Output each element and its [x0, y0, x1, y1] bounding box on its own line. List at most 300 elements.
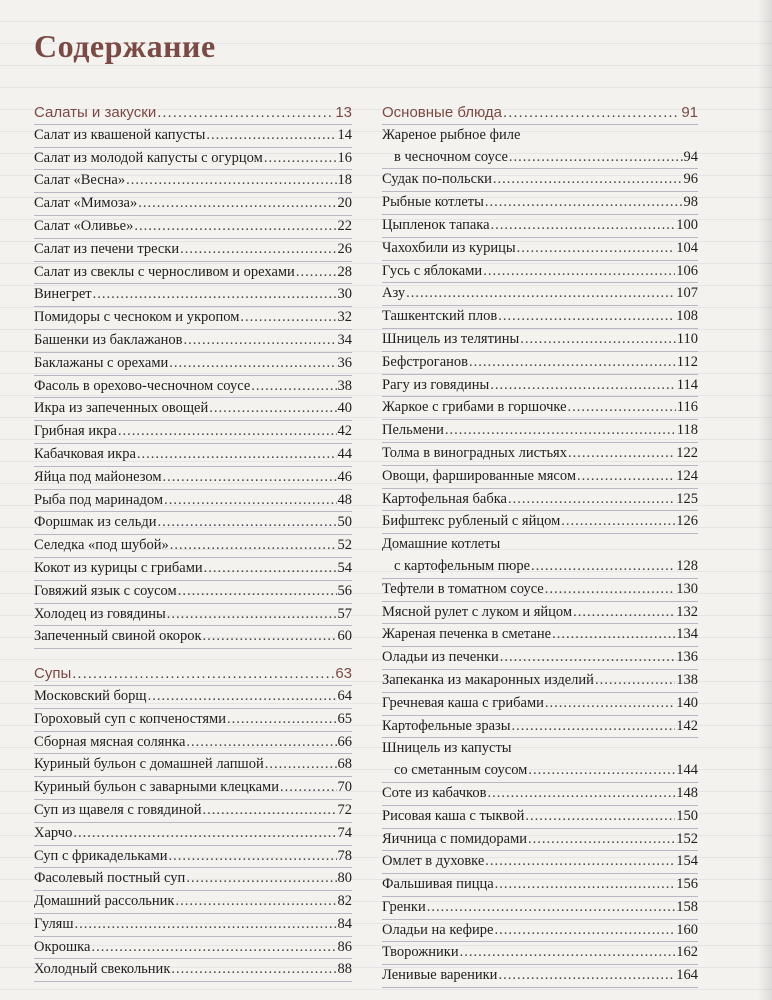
entry-title: Яичница с помидорами: [382, 830, 528, 847]
page-title: Содержание: [34, 28, 216, 64]
page-number: 57: [337, 605, 352, 622]
page-number: 104: [676, 239, 698, 256]
page-number: 162: [676, 944, 698, 961]
entry-title: Оладьи из печенки: [382, 649, 499, 666]
page-number: 22: [337, 217, 352, 234]
toc-entry-row[interactable]: [34, 558, 352, 581]
toc-entry-row[interactable]: [34, 262, 352, 285]
entry-title: Суп с фрикадельками: [34, 847, 168, 864]
toc-entry-row[interactable]: [382, 283, 698, 306]
section-heading-row[interactable]: [382, 102, 698, 125]
leader-dots: [490, 375, 676, 397]
leader-dots: [184, 330, 337, 352]
toc-entry-row[interactable]: [34, 754, 352, 777]
entry-title: Картофельная бабка: [382, 490, 507, 507]
page-number: 34: [337, 331, 352, 348]
toc-entry-row[interactable]: [382, 534, 698, 556]
page-number: 134: [676, 626, 698, 643]
entry-title: Шницель из телятины: [382, 330, 520, 347]
page-number: 150: [676, 807, 698, 824]
toc-entry-row[interactable]: [34, 148, 352, 171]
page-number: 138: [676, 671, 698, 688]
toc-entry-row[interactable]: [34, 800, 352, 823]
entry-title: Куриный бульон с заварными клецками: [34, 779, 279, 796]
entry-title: Яйца под майонезом: [34, 468, 162, 485]
leader-dots: [126, 170, 336, 192]
page-number: 46: [337, 468, 352, 485]
toc-entry-row[interactable]: [382, 579, 698, 602]
page-number: 14: [337, 126, 352, 143]
leader-dots: [171, 959, 336, 981]
page-number: 152: [676, 830, 698, 847]
entry-title: Судак по-польски: [382, 171, 492, 188]
entry-title: Рагу из говядины: [382, 376, 490, 393]
entry-title: Домашний рассольник: [34, 893, 175, 910]
page-number: 44: [337, 445, 352, 462]
leader-dots: [148, 686, 337, 708]
leader-dots: [203, 800, 337, 822]
page-number: 136: [676, 649, 698, 666]
page-number: 63: [335, 665, 352, 683]
page-number: 112: [676, 353, 698, 370]
page-number: 144: [676, 762, 698, 779]
entry-title: Жареное рыбное филе: [382, 126, 521, 143]
entry-title: Салат «Мимоза»: [34, 195, 138, 212]
page-number: 48: [337, 491, 352, 508]
toc-entry-row[interactable]: [382, 965, 698, 988]
page-number: 86: [337, 938, 352, 955]
page-number: 72: [337, 801, 352, 818]
page-number: 114: [676, 376, 698, 393]
entry-title: Тефтели в томатном соусе: [382, 580, 544, 597]
toc-entry-row[interactable]: [382, 443, 698, 466]
entry-title: Сборная мясная солянка: [34, 733, 186, 750]
page-number: 125: [676, 490, 698, 507]
toc-entry-row-cont[interactable]: [382, 760, 698, 783]
entry-title: Ленивые вареники: [382, 967, 498, 984]
entry-title: Шницель из капусты: [382, 740, 512, 757]
leader-dots: [73, 823, 336, 845]
leader-dots: [137, 444, 337, 466]
leader-dots: [531, 556, 675, 578]
toc-entry-row[interactable]: [34, 376, 352, 399]
leader-dots: [75, 914, 337, 936]
leader-dots: [595, 670, 675, 692]
toc-entry-row[interactable]: [382, 238, 698, 261]
toc-entry-row[interactable]: [34, 170, 352, 193]
page-number: 26: [337, 240, 352, 257]
entry-title: Салат из молодой капусты с огурцом: [34, 149, 263, 166]
leader-dots: [508, 489, 675, 511]
leader-dots: [512, 716, 676, 738]
toc-entry-row[interactable]: [382, 783, 698, 806]
page-number: 91: [681, 104, 698, 121]
entry-title: Кабачковая икра: [34, 445, 136, 462]
toc-entry-row[interactable]: [382, 920, 698, 943]
entry-title: Азу: [382, 285, 406, 302]
entry-title: Ташкентский плов: [382, 308, 498, 325]
leader-dots: [186, 868, 336, 890]
leader-dots: [406, 283, 675, 305]
section-heading-row[interactable]: [34, 663, 352, 686]
leader-dots: [520, 329, 676, 351]
leader-dots: [487, 783, 675, 805]
entry-title: Рыба под маринадом: [34, 491, 164, 508]
leader-dots: [167, 604, 337, 626]
toc-entry-row-cont[interactable]: [382, 556, 698, 579]
toc-entry-row[interactable]: [382, 489, 698, 512]
toc-entry-row[interactable]: [382, 397, 698, 420]
toc-entry-row[interactable]: [382, 647, 698, 670]
toc-entry-row[interactable]: [34, 937, 352, 960]
entry-title: Кокот из курицы с грибами: [34, 559, 203, 576]
toc-entry-row[interactable]: [382, 829, 698, 852]
entry-title: Картофельные зразы: [382, 717, 511, 734]
entry-title: Грибная икра: [34, 423, 117, 440]
page-number: 64: [337, 687, 352, 704]
page-number: 20: [337, 195, 352, 212]
entry-title: Бифштекс рубленый с яйцом: [382, 513, 561, 530]
page-number: 78: [337, 847, 352, 864]
page-number: 130: [676, 580, 698, 597]
page-number: 56: [337, 582, 352, 599]
toc-entry-row[interactable]: [382, 897, 698, 920]
toc-entry-row[interactable]: [34, 398, 352, 421]
toc-entry-row[interactable]: [382, 329, 698, 352]
page-number: 118: [676, 422, 698, 439]
entry-title: Жаркое с грибами в горшочке: [382, 399, 567, 416]
entry-title: Чахохбили из курицы: [382, 239, 516, 256]
page-number: 54: [337, 559, 352, 576]
leader-dots: [280, 777, 337, 799]
entry-title: Запеченный свиной окорок: [34, 628, 202, 645]
leader-dots: [498, 306, 675, 328]
page-number: 122: [676, 444, 698, 461]
toc-entry-row[interactable]: [34, 330, 352, 353]
toc-entry-row[interactable]: [382, 306, 698, 329]
toc-section: [382, 102, 698, 988]
leader-dots: [180, 239, 336, 261]
leader-dots: [178, 581, 337, 603]
page-number: 142: [676, 717, 698, 734]
toc-entry-row[interactable]: [382, 806, 698, 829]
toc-entry-row[interactable]: [34, 535, 352, 558]
toc-entry-row[interactable]: [34, 709, 352, 732]
entry-title: Гуляш: [34, 915, 74, 932]
leader-dots: [460, 942, 676, 964]
leader-dots: [525, 806, 675, 828]
page-number: 148: [676, 784, 698, 801]
entry-title: Холодец из говядины: [34, 605, 166, 622]
leader-dots: [469, 352, 676, 374]
page-number: 98: [683, 194, 698, 211]
leader-dots: [203, 626, 337, 648]
toc-entry-row[interactable]: [34, 193, 352, 216]
toc-entry-row[interactable]: [34, 823, 352, 846]
toc-entry-row[interactable]: [34, 216, 352, 239]
page-number: 164: [676, 967, 698, 984]
toc-entry-row[interactable]: [34, 581, 352, 604]
entry-title: Окрошка: [34, 938, 91, 955]
entry-title: Гренки: [382, 898, 426, 915]
toc-entry-row[interactable]: [382, 420, 698, 443]
toc-entry-row[interactable]: [34, 732, 352, 755]
toc-column-left: [34, 102, 352, 982]
toc-column-right: [382, 102, 698, 988]
entry-title: Харчо: [34, 824, 73, 841]
entry-title: Гусь с яблоками: [382, 262, 483, 279]
entry-title: Фасолевый постный суп: [34, 870, 186, 887]
toc-entry-row[interactable]: [34, 125, 352, 148]
page-number: 160: [676, 921, 698, 938]
toc-entry-row-cont[interactable]: [382, 147, 698, 170]
entry-title: Соте из кабачков: [382, 784, 487, 801]
leader-dots: [170, 535, 337, 557]
toc-entry-row[interactable]: [34, 604, 352, 627]
entry-title-cont: со сметанным соусом: [394, 762, 528, 779]
leader-dots: [175, 891, 336, 913]
leader-dots: [72, 663, 334, 685]
leader-dots: [169, 353, 336, 375]
leader-dots: [209, 398, 336, 420]
toc-entry-row[interactable]: [382, 851, 698, 874]
entry-title: Оладьи на кефире: [382, 921, 494, 938]
section-heading: Основные блюда: [382, 104, 503, 121]
page-number: 28: [337, 263, 352, 280]
page-number: 107: [676, 285, 698, 302]
leader-dots: [186, 732, 336, 754]
entry-title: Рисовая каша с тыквой: [382, 807, 525, 824]
entry-title: Домашние котлеты: [382, 536, 501, 553]
toc-entry-row[interactable]: [382, 375, 698, 398]
page-number: 110: [676, 330, 698, 347]
entry-title: Гороховый суп с копченостями: [34, 710, 226, 727]
page-number: 154: [676, 853, 698, 870]
entry-title: Жареная печенка в сметане: [382, 626, 552, 643]
page-number: 96: [683, 171, 698, 188]
page-number: 128: [676, 557, 698, 574]
entry-title: Куриный бульон с домашней лапшой: [34, 756, 264, 773]
page-number: 100: [676, 216, 698, 233]
section-heading: Салаты и закуски: [34, 104, 157, 121]
toc-section: [34, 663, 352, 982]
leader-dots: [118, 421, 337, 443]
leader-dots: [227, 709, 337, 731]
toc-entry-row[interactable]: [34, 284, 352, 307]
toc-entry-row[interactable]: [382, 602, 698, 625]
page-number: 116: [676, 399, 698, 416]
entry-title: Форшмак из сельди: [34, 514, 157, 531]
leader-dots: [568, 397, 676, 419]
toc-entry-row[interactable]: [382, 169, 698, 192]
leader-dots: [251, 376, 336, 398]
toc-entry-row[interactable]: [382, 716, 698, 739]
toc-entry-row[interactable]: [34, 626, 352, 649]
page-number: 30: [337, 286, 352, 303]
toc-entry-row[interactable]: [34, 421, 352, 444]
entry-title: Селедка «под шубой»: [34, 537, 169, 554]
leader-dots: [500, 647, 675, 669]
leader-dots: [296, 262, 337, 284]
leader-dots: [495, 874, 676, 896]
leader-dots: [485, 851, 675, 873]
entry-title: Говяжий язык с соусом: [34, 582, 177, 599]
leader-dots: [157, 102, 334, 124]
page-number: 66: [337, 733, 352, 750]
entry-title: Суп из щавеля с говядиной: [34, 801, 202, 818]
toc-entry-row[interactable]: [382, 466, 698, 489]
entry-title: Творожники: [382, 944, 459, 961]
page-number: 52: [337, 537, 352, 554]
leader-dots: [491, 215, 676, 237]
page-number: 18: [337, 172, 352, 189]
toc-entry-row[interactable]: [34, 444, 352, 467]
page-number: 36: [337, 354, 352, 371]
leader-dots: [573, 602, 675, 624]
page-number: 74: [337, 824, 352, 841]
page-number: 38: [337, 377, 352, 394]
page-number: 82: [337, 893, 352, 910]
page-number: 65: [337, 710, 352, 727]
toc-entry-row[interactable]: [382, 261, 698, 284]
page-number: 126: [676, 513, 698, 530]
leader-dots: [169, 846, 337, 868]
entry-title: Салат из печени трески: [34, 240, 180, 257]
section-heading-row[interactable]: [34, 102, 352, 125]
toc-entry-row[interactable]: [34, 914, 352, 937]
entry-title: Мясной рулет с луком и яйцом: [382, 603, 573, 620]
toc-entry-row[interactable]: [382, 511, 698, 534]
toc-entry-row[interactable]: [382, 125, 698, 147]
entry-title: Запеканка из макаронных изделий: [382, 671, 594, 688]
leader-dots: [485, 192, 683, 214]
leader-dots: [498, 965, 675, 987]
toc-entry-row[interactable]: [382, 874, 698, 897]
entry-title: Овощи, фаршированные мясом: [382, 467, 576, 484]
page-number: 16: [337, 149, 352, 166]
entry-title: Пельмени: [382, 422, 444, 439]
leader-dots: [164, 490, 336, 512]
toc-entry-row[interactable]: [382, 738, 698, 760]
toc-entry-row[interactable]: [382, 215, 698, 238]
entry-title: Салат из свеклы с черносливом и орехами: [34, 263, 295, 280]
page-number: 32: [337, 309, 352, 326]
toc-entry-row[interactable]: [34, 846, 352, 869]
page-number: 42: [337, 423, 352, 440]
entry-title: Фасоль в орехово-чесночном соусе: [34, 377, 251, 394]
entry-title: Омлет в духовке: [382, 853, 485, 870]
page-number: 158: [676, 898, 698, 915]
page-number: 156: [676, 876, 698, 893]
toc-entry-row[interactable]: [382, 693, 698, 716]
toc-entry-row[interactable]: [34, 686, 352, 709]
entry-title: Помидоры с чесноком и укропом: [34, 309, 240, 326]
page-number: 108: [676, 308, 698, 325]
leader-dots: [138, 193, 336, 215]
page-number: 50: [337, 514, 352, 531]
page-number: 140: [676, 694, 698, 711]
toc-entry-row[interactable]: [34, 868, 352, 891]
leader-dots: [427, 897, 676, 919]
entry-title: Гречневая каша с грибами: [382, 694, 544, 711]
entry-title-cont: с картофельным пюре: [394, 557, 531, 574]
leader-dots: [509, 147, 683, 169]
leader-dots: [493, 169, 683, 191]
leader-dots: [163, 467, 337, 489]
entry-title: Салат «Весна»: [34, 172, 126, 189]
entry-title: Московский борщ: [34, 687, 147, 704]
toc-section: [34, 102, 352, 649]
page-number: 60: [337, 628, 352, 645]
leader-dots: [134, 216, 336, 238]
leader-dots: [483, 261, 675, 283]
entry-title-cont: в чесночном соусе: [394, 148, 508, 165]
leader-dots: [552, 624, 675, 646]
toc-entry-row[interactable]: [34, 353, 352, 376]
entry-title: Толма в виноградных листьях: [382, 444, 567, 461]
leader-dots: [517, 238, 676, 260]
leader-dots: [265, 754, 337, 776]
leader-dots: [545, 579, 676, 601]
toc-entry-row[interactable]: [34, 490, 352, 513]
page-number: 70: [337, 779, 352, 796]
leader-dots: [528, 760, 675, 782]
leader-dots: [93, 284, 337, 306]
toc-entry-row[interactable]: [382, 624, 698, 647]
page-number: 84: [337, 915, 352, 932]
toc-entry-row[interactable]: [382, 352, 698, 375]
entry-title: Салат «Оливье»: [34, 217, 134, 234]
entry-title: Бефстроганов: [382, 353, 469, 370]
toc-entry-row[interactable]: [34, 307, 352, 330]
entry-title: Баклажаны с орехами: [34, 354, 169, 371]
leader-dots: [445, 420, 676, 442]
leader-dots: [503, 102, 680, 124]
leader-dots: [577, 466, 675, 488]
leader-dots: [528, 829, 675, 851]
toc-entry-row[interactable]: [34, 777, 352, 800]
section-heading: Супы: [34, 665, 72, 683]
leader-dots: [91, 937, 336, 959]
leader-dots: [157, 512, 336, 534]
leader-dots: [264, 148, 337, 170]
toc-entry-row[interactable]: [382, 942, 698, 965]
entry-title: Фальшивая пицца: [382, 876, 494, 893]
page-number: 132: [676, 603, 698, 620]
page-number: 124: [676, 467, 698, 484]
entry-title: Винегрет: [34, 286, 92, 303]
page-number: 13: [335, 104, 352, 121]
leader-dots: [206, 125, 336, 147]
entry-title: Рыбные котлеты: [382, 194, 484, 211]
toc-entry-row[interactable]: [34, 891, 352, 914]
entry-title: Салат из квашеной капусты: [34, 126, 206, 143]
page-number: 80: [337, 870, 352, 887]
entry-title: Холодный свекольник: [34, 961, 171, 978]
page-number: 88: [337, 961, 352, 978]
leader-dots: [561, 511, 675, 533]
toc-entry-row[interactable]: [382, 192, 698, 215]
toc-entry-row[interactable]: [34, 512, 352, 535]
page-number: 106: [676, 262, 698, 279]
leader-dots: [240, 307, 336, 329]
toc-entry-row[interactable]: [34, 239, 352, 262]
toc-entry-row[interactable]: [34, 959, 352, 982]
page-number: 40: [337, 400, 352, 417]
toc-entry-row[interactable]: [34, 467, 352, 490]
leader-dots: [568, 443, 675, 465]
toc-entry-row[interactable]: [382, 670, 698, 693]
